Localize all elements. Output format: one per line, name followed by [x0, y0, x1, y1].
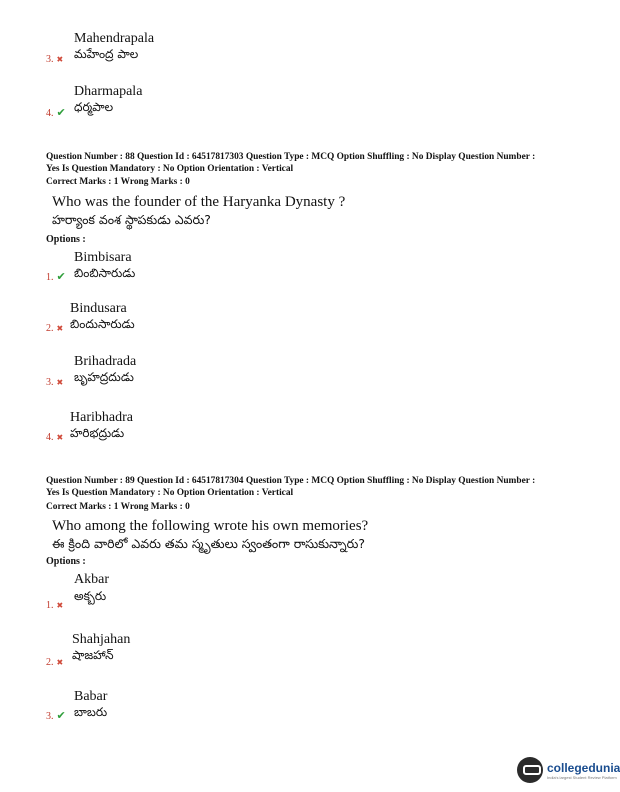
cross-icon: ✖: [56, 377, 64, 387]
check-icon: ✔: [56, 107, 66, 119]
option-number: 4. ✔: [46, 107, 66, 119]
option-number: 3. ✖: [46, 377, 64, 388]
question-marks: Correct Marks : 1 Wrong Marks : 0: [46, 177, 190, 187]
cross-icon: ✖: [56, 600, 64, 610]
option-text-te: బిందుసారుడు: [70, 317, 135, 331]
cross-icon: ✖: [56, 432, 64, 442]
option-number: 3. ✔: [46, 710, 66, 722]
option-text-en: Haribhadra: [70, 410, 133, 425]
question-text-te: హర్యాంక వంశ స్థాపకుడు ఎవరు?: [52, 212, 211, 227]
question-info-line1: Question Number : 89 Question Id : 64517817304 Question Type : MCQ Option Shuffling : No Display Question Number :: [46, 476, 536, 486]
options-label: Options :: [46, 556, 86, 567]
check-icon: ✔: [56, 271, 66, 283]
option-text-en: Akbar: [74, 572, 109, 587]
option-number: 2. ✖: [46, 657, 64, 668]
question-text-en: Who was the founder of the Haryanka Dynasty ?: [52, 194, 346, 210]
option-text-en: Bindusara: [70, 301, 127, 316]
option-text-te: హరిభద్రుడు: [70, 426, 125, 440]
option-text-te: మహేంద్ర పాల: [74, 47, 139, 61]
option-text-en: Mahendrapala: [74, 31, 155, 46]
option-text-te: బాబరు: [74, 705, 108, 719]
mascot-icon: [517, 757, 543, 783]
option-text-en: Babar: [74, 689, 108, 704]
option-number: 1. ✖: [46, 600, 64, 611]
option-text-te: బృహద్రదుడు: [74, 370, 134, 384]
option-text-en: Bimbisara: [74, 250, 132, 265]
option-text-en: Brihadrada: [74, 354, 137, 369]
option-number: 3. ✖: [46, 54, 64, 65]
cross-icon: ✖: [56, 54, 64, 64]
question-info-line2: Yes Is Question Mandatory : No Option Orientation : Vertical: [46, 164, 294, 174]
collegedunia-logo: [517, 757, 620, 783]
question-text-en: Who among the following wrote his own memories?: [52, 518, 369, 534]
question-text-te: ఈ క్రింది వారిలో ఎవరు తమ స్మృతులు స్వంతంగా రాసుకున్నారు?: [52, 536, 365, 551]
options-label: Options :: [46, 234, 86, 245]
option-text-te: ధర్మపాల: [74, 100, 114, 114]
logo-brand: collegedunia: [547, 760, 620, 775]
option-text-te: బింబిసారుడు: [74, 266, 136, 280]
logo-tagline: India's largest Student Review Platform: [547, 774, 617, 780]
question-info-line2: Yes Is Question Mandatory : No Option Orientation : Vertical: [46, 488, 294, 498]
option-number: 2. ✖: [46, 323, 64, 334]
question-info-line1: Question Number : 88 Question Id : 64517817303 Question Type : MCQ Option Shuffling : No Display Question Number :: [46, 152, 536, 162]
cross-icon: ✖: [56, 657, 64, 667]
option-text-te: షాజహాన్: [72, 648, 114, 662]
check-icon: ✔: [56, 710, 66, 722]
option-number: 1. ✔: [46, 271, 66, 283]
option-text-te: అక్బరు: [74, 589, 107, 603]
option-number: 4. ✖: [46, 432, 64, 443]
option-text-en: Dharmapala: [74, 84, 143, 99]
cross-icon: ✖: [56, 323, 64, 333]
option-text-en: Shahjahan: [72, 632, 131, 647]
question-marks: Correct Marks : 1 Wrong Marks : 0: [46, 502, 190, 512]
